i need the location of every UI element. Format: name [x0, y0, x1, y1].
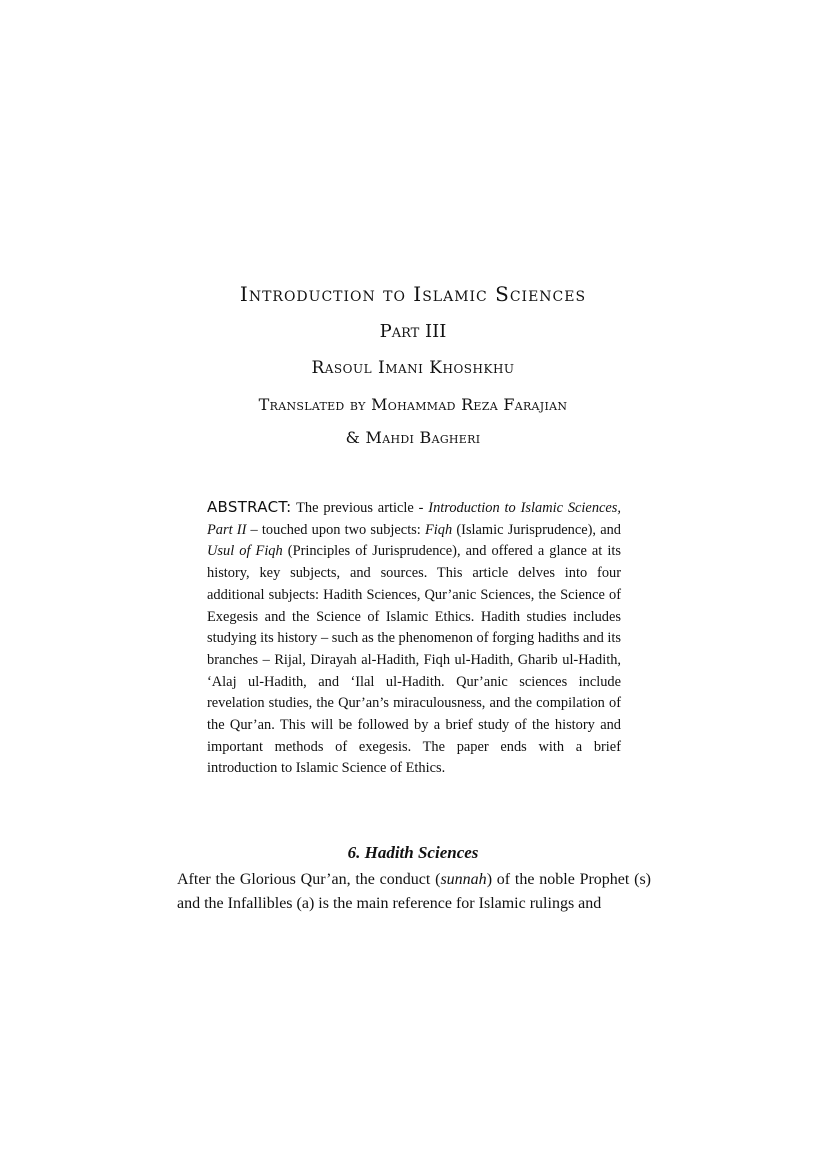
- body-text: After the Glorious Qur’an, the conduct (: [177, 871, 441, 888]
- abstract-text: – touched upon two subjects:: [246, 521, 425, 538]
- section-heading: 6. Hadith Sciences: [347, 843, 479, 862]
- body-paragraph: [177, 868, 651, 916]
- article-title: Introduction to Islamic Sciences: [239, 282, 587, 306]
- abstract-italic: Fiqh: [424, 521, 453, 538]
- article-part: Part III: [379, 321, 447, 342]
- body-italic: sunnah: [440, 871, 487, 888]
- abstract-text: (Principles of Jurisprudence), and offered a glance at its history, key subjects, and sources. This article delves into four additional subjects: Hadith Sciences, Qur’anic Sciences, the Science of Exegesis and the Science of Islamic Ethics. Hadith studies includes studying its history – such as the phenomenon of forging hadiths and its branches – Rijal, Dirayah al-Hadith, Fiqh ul-Hadith, Gharib ul-Hadith, ‘Alaj ul-Hadith, and ‘Ilal ul-Hadith. Qur’anic sciences include revelation studies, the Qur’an’s miraculousness, and the compilation of the Qur’an. This will be followed by a brief study of the history and important methods of exegesis. The paper ends with a brief introduction to Islamic Science of Ethics.: [207, 543, 621, 777]
- translator: Translated by Mohammad Reza Farajian: [258, 395, 568, 414]
- co-translator: & Mahdi Bagheri: [345, 428, 481, 447]
- abstract-text: (Islamic Jurisprudence), and: [452, 521, 621, 538]
- author: Rasoul Imani Khoshkhu: [311, 358, 515, 378]
- abstract-italic: Introduction to Islamic Sciences, Part II: [207, 500, 621, 538]
- body-text: ) of the noble Prophet (s) and the Infallibles (a) is the main reference for Islamic rulings and: [177, 871, 652, 912]
- abstract-label: ABSTRACT:: [207, 498, 292, 516]
- abstract-text: The previous article -: [291, 500, 429, 516]
- abstract-italic: Usul of Fiqh: [207, 543, 283, 560]
- abstract: [207, 497, 621, 780]
- title-block: [0, 280, 826, 451]
